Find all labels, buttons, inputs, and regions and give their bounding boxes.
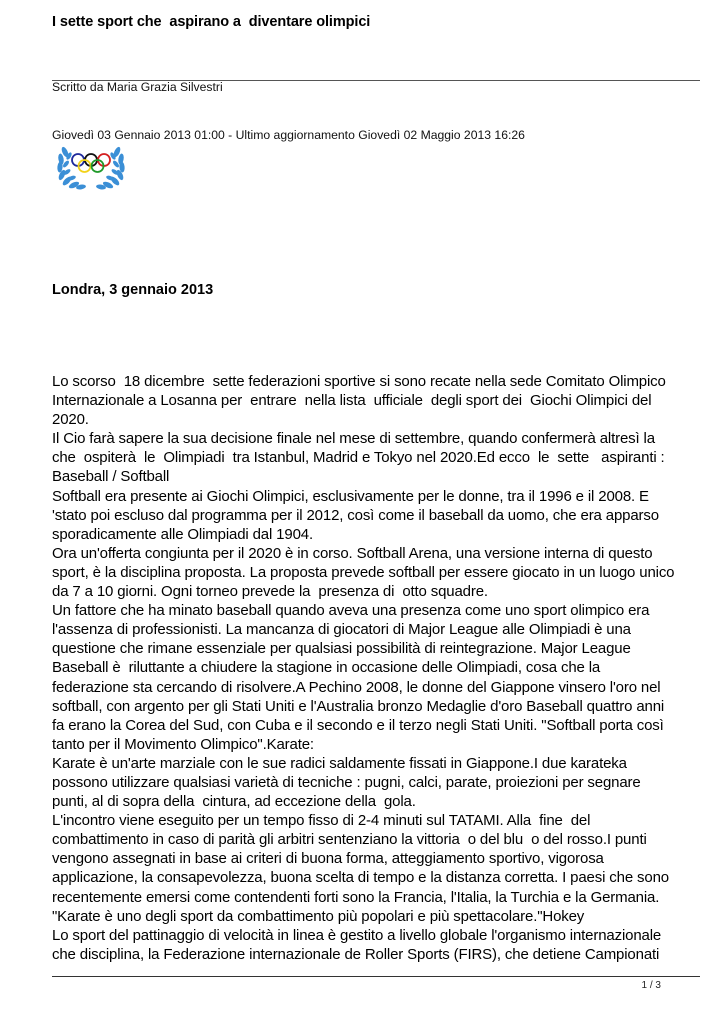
dateline: Londra, 3 gennaio 2013 [52, 282, 214, 298]
body-line: Lo sport del pattinaggio di velocità in linea è gestito a livello globale l'organismo internazionale [52, 926, 662, 944]
body-line: Baseball è riluttante a chiudere la stagione in occasione delle Olimpiadi, cosa che la [52, 659, 601, 677]
body-line: Baseball / Softball [52, 468, 170, 486]
body-line: "Karate è uno degli sport da combattimento più popolari e più spettacolare."Hokey [52, 907, 585, 925]
body-line: Karate è un'arte marziale con le sue radici saldamente fissati in Giappone.I due karateka [52, 754, 627, 772]
body-line: 2020. [52, 411, 89, 429]
body-line: federazione sta cercando di risolvere.A Pechino 2008, le donne del Giappone vinsero l'oro nel [52, 678, 661, 696]
body-line: che ospiterà le Olimpiadi tra Istanbul, Madrid e Tokyo nel 2020.Ed ecco le sette aspiranti : [52, 449, 665, 467]
body-line: sport, è la disciplina proposta. La proposta prevede softball per essere giocato in un luogo unico [52, 563, 675, 581]
page-number: 1 / 3 [641, 980, 661, 991]
article-body [52, 372, 712, 964]
body-line: punti, al di sopra della cintura, ad eccezione della gola. [52, 793, 416, 811]
footer-divider [52, 976, 700, 977]
body-line: fa erano la Corea del Sud, con Cuba e il secondo e il terzo negli Stati Uniti. "Softball porta così [52, 716, 664, 734]
body-line: Un fattore che ha minato baseball quando aveva una presenza come uno sport olimpico era [52, 602, 650, 620]
body-line: 'stato poi escluso dal programma per il 2012, così come il baseball da uomo, che era apparso [52, 506, 659, 524]
olympic-rings-laurel-icon [55, 138, 127, 193]
body-line: Softball era presente ai Giochi Olimpici, esclusivamente per le donne, tra il 1996 e il 2008. E [52, 487, 649, 505]
body-line: tanto per il Movimento Olimpico".Karate: [52, 735, 314, 753]
body-line: applicazione, la consapevolezza, buona scelta di tempo e la distanza corretta. I paesi che sono [52, 869, 669, 887]
body-line: che disciplina, la Federazione internazionale de Roller Sports (FIRS), che detiene Campionati [52, 945, 660, 963]
document-title: I sette sport che aspirano a diventare olimpici [52, 14, 371, 30]
date-line: Giovedì 03 Gennaio 2013 01:00 - Ultimo aggiornamento Giovedì 02 Maggio 2013 16:26 [52, 128, 525, 142]
body-line: softball, con argento per gli Stati Uniti e l'Australia bronzo Medaglie d'oro Baseball quattro anni [52, 697, 665, 715]
body-line: Ora un'offerta congiunta per il 2020 è in corso. Softball Arena, una versione interna di questo [52, 544, 653, 562]
body-line: Internazionale a Losanna per entrare nella lista ufficiale degli sport dei Giochi Olimpici del [52, 392, 652, 410]
body-line: combattimento in caso di parità gli arbitri sentenziano la vittoria o del blu o del rosso.I punti [52, 831, 647, 849]
body-line: L'incontro viene eseguito per un tempo fisso di 2-4 minuti sul TATAMI. Alla fine del [52, 812, 591, 830]
body-line: da 7 a 10 giorni. Ogni torneo prevede la presenza di otto squadre. [52, 583, 488, 601]
body-line: vengono assegnati in base ai criteri di buona forma, atteggiamento sportivo, vigorosa [52, 850, 604, 868]
body-line: l'assenza di professionisti. La mancanza di giocatori di Major League alle Olimpiadi è una [52, 621, 631, 639]
body-line: Il Cio farà sapere la sua decisione finale nel mese di settembre, quando confermerà altresì la [52, 430, 655, 448]
author-line: Scritto da Maria Grazia Silvestri [52, 80, 223, 94]
body-line: recentemente emersi come contendenti forti sono la Francia, l'Italia, la Turchia e la Germania. [52, 888, 660, 906]
body-line: Lo scorso 18 dicembre sette federazioni sportive si sono recate nella sede Comitato Olimpico [52, 373, 666, 390]
header-divider [52, 80, 700, 81]
body-line: sporadicamente alle Olimpiadi dal 1904. [52, 525, 313, 543]
body-line: questione che rimane essenziale per qualsiasi possibilità di reintegrazione. Major League [52, 640, 631, 658]
body-line: possono utilizzare qualsiasi varietà di tecniche : pugni, calci, parate, proiezioni per segnare [52, 773, 641, 791]
